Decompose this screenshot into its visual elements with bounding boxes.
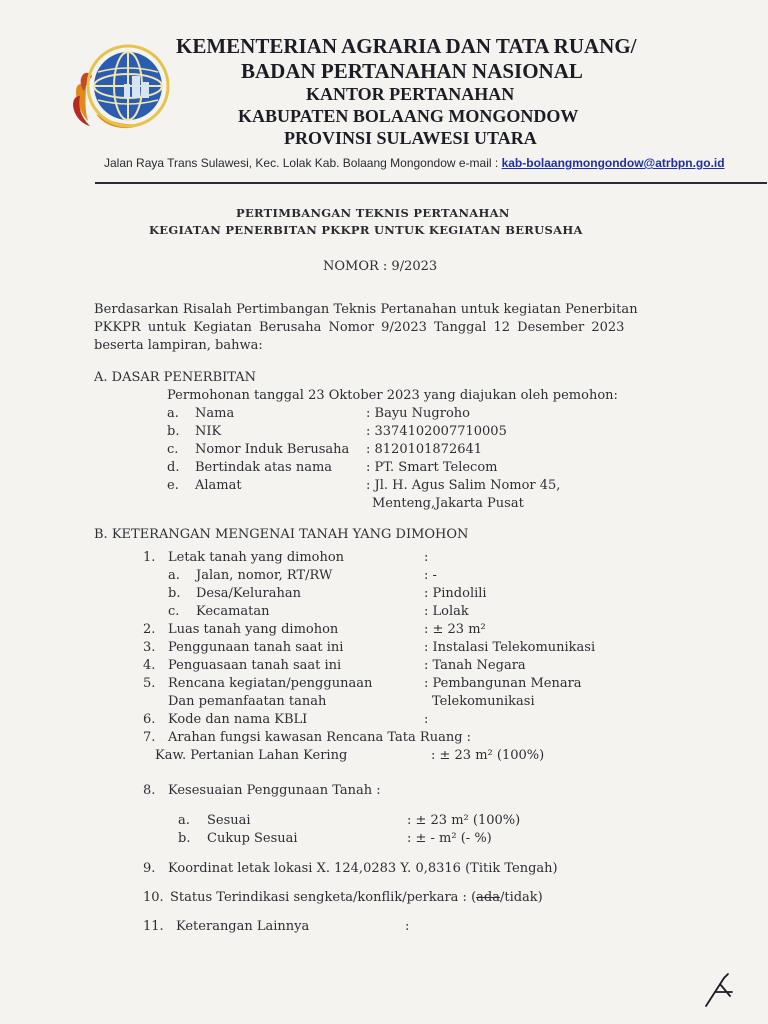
initial-mark-icon <box>702 966 742 1010</box>
subitem-value: : Pindolili <box>424 586 487 601</box>
zoning-value: : ± 23 m² (100%) <box>431 748 545 763</box>
subitem-label: Jalan, nomor, RT/RW <box>196 568 333 583</box>
subitem-value: : - <box>424 568 437 583</box>
item-label: Penggunaan tanah saat ini <box>168 640 344 655</box>
row-letter: b. <box>167 424 180 439</box>
item-value: : <box>424 550 429 565</box>
item-value: : <box>424 712 429 727</box>
subitem-letter: b. <box>168 586 181 601</box>
item-number: 1. <box>143 550 156 565</box>
subitem-value: : Lolak <box>424 604 469 619</box>
item-number: 7. <box>143 730 156 745</box>
intro-line-2: PKKPR untuk Kegiatan Berusaha Nomor 9/2023 Tanggal 12 Desember 2023 <box>94 320 625 335</box>
item-number: 10. <box>143 890 164 905</box>
bpn-logo <box>66 36 176 136</box>
row-value-continued: Menteng,Jakarta Pusat <box>372 496 524 511</box>
section-b-heading: B. KETERANGAN MENGENAI TANAH YANG DIMOHON <box>94 527 469 542</box>
row-label: Bertindak atas nama <box>195 460 333 475</box>
intro-line-3: beserta lampiran, bahwa: <box>94 338 263 353</box>
item-number: 3. <box>143 640 156 655</box>
row-value: : PT. Smart Telecom <box>366 460 498 475</box>
row-value: : 8120101872641 <box>366 442 483 457</box>
row-value: : Jl. H. Agus Salim Nomor 45, <box>366 478 561 493</box>
subitem-letter: a. <box>168 568 180 583</box>
section-a-heading: A. DASAR PENERBITAN <box>94 370 256 385</box>
row-letter: a. <box>167 406 179 421</box>
item-label: Arahan fungsi kawasan Rencana Tata Ruang : <box>168 730 472 745</box>
row-label: Alamat <box>195 478 242 493</box>
dispute-remaining: /tidak) <box>499 890 543 905</box>
subitem-letter: b. <box>178 831 191 846</box>
row-letter: c. <box>167 442 179 457</box>
row-label: NIK <box>195 424 222 439</box>
logo-emblem-icon <box>73 46 168 128</box>
item-label: Penguasaan tanah saat ini <box>168 658 342 673</box>
subitem-label: Kecamatan <box>196 604 270 619</box>
item-value-continued: Telekomunikasi <box>432 694 535 709</box>
header-address <box>104 156 725 170</box>
header-agency: BADAN PERTANAHAN NASIONAL <box>241 59 583 83</box>
item-label-continued: Dan pemanfaatan tanah <box>168 694 327 709</box>
item-label: Kode dan nama KBLI <box>168 712 308 727</box>
subitem-label: Desa/Kelurahan <box>196 586 301 601</box>
subitem-label: Cukup Sesuai <box>207 831 298 846</box>
item-number: 6. <box>143 712 156 727</box>
header-divider <box>95 182 767 184</box>
item-label: Rencana kegiatan/penggunaan <box>168 676 373 691</box>
item-number: 5. <box>143 676 156 691</box>
header-office: KANTOR PERTANAHAN <box>306 84 515 104</box>
dispute-label: Status Terindikasi sengketa/konflik/perkara : ( <box>170 890 477 905</box>
intro-line-1: Berdasarkan Risalah Pertimbangan Teknis Pertanahan untuk kegiatan Penerbitan <box>94 302 638 317</box>
item-value: : Pembangunan Menara <box>424 676 582 691</box>
item-value: : Instalasi Telekomunikasi <box>424 640 596 655</box>
doc-subtitle: KEGIATAN PENERBITAN PKKPR UNTUK KEGIATAN BERUSAHA <box>149 223 583 237</box>
dispute-struck-option: ada <box>476 890 500 905</box>
header-province: PROVINSI SULAWESI UTARA <box>284 128 537 148</box>
dispute-status <box>170 890 543 905</box>
row-value: : 3374102007710005 <box>366 424 507 439</box>
subitem-letter: c. <box>168 604 180 619</box>
row-value: : Bayu Nugroho <box>366 406 470 421</box>
item-label: Letak tanah yang dimohon <box>168 550 345 565</box>
item-value: : Tanah Negara <box>424 658 526 673</box>
item-value: : <box>405 919 410 934</box>
item-number: 2. <box>143 622 156 637</box>
item-number: 11. <box>143 919 164 934</box>
header-ministry: KEMENTERIAN AGRARIA DAN TATA RUANG/ <box>176 34 637 58</box>
section-a-lead: Permohonan tanggal 23 Oktober 2023 yang diajukan oleh pemohon: <box>167 388 618 403</box>
subitem-value: : ± - m² (- %) <box>407 831 492 846</box>
item-number: 9. <box>143 861 156 876</box>
item-label: Luas tanah yang dimohon <box>168 622 339 637</box>
zoning-label: Kaw. Pertanian Lahan Kering <box>155 748 348 763</box>
address-text: Jalan Raya Trans Sulawesi, Kec. Lolak Kab. Bolaang Mongondow e-mail : <box>104 156 499 170</box>
header-regency: KABUPATEN BOLAANG MONGONDOW <box>238 106 579 126</box>
doc-title: PERTIMBANGAN TEKNIS PERTANAHAN <box>236 206 510 220</box>
item-label: Kesesuaian Penggunaan Tanah : <box>168 783 381 798</box>
item-value: : ± 23 m² <box>424 622 486 637</box>
doc-number: NOMOR : 9/2023 <box>323 259 438 274</box>
row-letter: e. <box>167 478 179 493</box>
item-number: 8. <box>143 783 156 798</box>
subitem-label: Sesuai <box>207 813 251 828</box>
item-label: Koordinat letak lokasi X. 124,0283 Y. 0,8316 (Titik Tengah) <box>168 861 558 876</box>
subitem-letter: a. <box>178 813 190 828</box>
row-label: Nomor Induk Berusaha <box>195 442 350 457</box>
item-label: Keterangan Lainnya <box>176 919 310 934</box>
subitem-value: : ± 23 m² (100%) <box>407 813 521 828</box>
row-letter: d. <box>167 460 180 475</box>
email-link[interactable]: kab-bolaangmongondow@atrbpn.go.id <box>501 156 725 170</box>
row-label: Nama <box>195 406 235 421</box>
item-number: 4. <box>143 658 156 673</box>
